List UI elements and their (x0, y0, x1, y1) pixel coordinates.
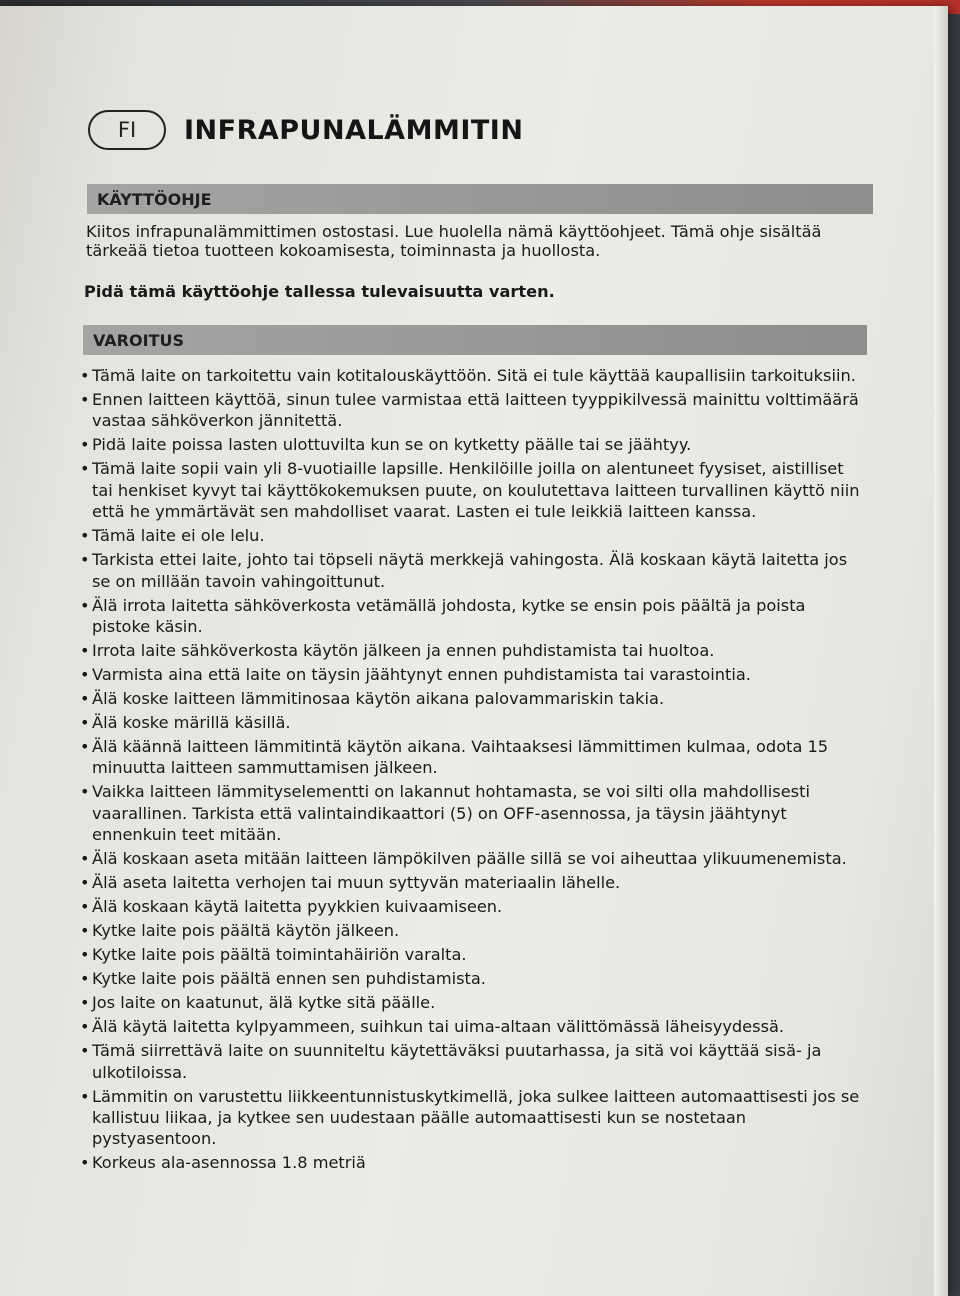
warning-item: • Kytke laite pois päältä ennen sen puhdistamista. (80, 968, 862, 989)
warning-item: • Pidä laite poissa lasten ulottuvilta kun se on kytketty päälle tai se jäähtyy. (80, 434, 862, 455)
warning-item: • Älä irrota laitetta sähköverkosta vetämällä johdosta, kytke se ensin pois päältä ja poista pistoke käsin. (80, 595, 862, 638)
warning-item: • Ennen laitteen käyttöä, sinun tulee varmistaa että laitteen tyyppikilvessä mainittu volttimäärä vastaa sähköverkon jännitettä. (80, 389, 862, 432)
intro-paragraph: Kiitos infrapunalämmittimen ostostasi. Lue huolella nämä käyttöohjeet. Tämä ohje sisältää tärkeää tietoa tuotteen kokoamisesta, toiminnasta ja huollosta. (86, 222, 822, 260)
warning-item: • Tämä laite ei ole lelu. (80, 525, 862, 546)
warning-item: • Kytke laite pois päältä toimintahäiriön varalta. (80, 944, 862, 965)
warning-item: • Varmista aina että laite on täysin jäähtynyt ennen puhdistamista tai varastointia. (80, 664, 862, 685)
warning-item: • Tämä siirrettävä laite on suunniteltu käytettäväksi puutarhassa, ja sitä voi käyttää sisä- ja ulkotiloissa. (80, 1040, 862, 1083)
warning-item: • Tämä laite on tarkoitettu vain kotitalouskäyttöön. Sitä ei tule käyttää kaupallisiin tarkoituksiin. (80, 365, 862, 386)
warning-item: • Tämä laite sopii vain yli 8-vuotiaille lapsille. Henkilöille joilla on alentuneet fyysiset, aistilliset tai henkiset kyvyt tai käyttökokemuksen puute, on koulutettava laitteen turvallinen käyttö niin että he ymmärtävät sen mahdolliset vaarat. Lasten ei tule leikkiä laitteen kanssa. (80, 458, 862, 522)
title-row (88, 106, 866, 154)
section-heading-warning: VAROITUS (83, 325, 867, 355)
warning-list (80, 365, 866, 1174)
manual-page (0, 6, 948, 1296)
warning-item: • Kytke laite pois päältä käytön jälkeen. (80, 920, 862, 941)
warning-item: • Älä aseta laitetta verhojen tai muun syttyvän materiaalin lähelle. (80, 872, 862, 893)
warning-item: • Älä koskaan aseta mitään laitteen lämpökilven päälle sillä se voi aiheuttaa ylikuumenemista. (80, 848, 862, 869)
warning-item: • Jos laite on kaatunut, älä kytke sitä päälle. (80, 992, 862, 1013)
warning-item: • Korkeus ala-asennossa 1.8 metriä (80, 1152, 862, 1173)
warning-item: • Tarkista ettei laite, johto tai töpseli näytä merkkejä vahingosta. Älä koskaan käytä laitetta jos se on millään tavoin vahingoittunut. (80, 549, 862, 592)
warning-item: • Älä koske märillä käsillä. (80, 712, 862, 733)
warning-item: • Irrota laite sähköverkosta käytön jälkeen ja ennen puhdistamista tai huoltoa. (80, 640, 862, 661)
warning-item: • Vaikka laitteen lämmityselementti on lakannut hohtamasta, se voi silti olla mahdollisesti vaarallinen. Tarkista että valintaindikaattori (5) on OFF-asennossa, ja täysin jäähtynyt ennenkuin teet mitään. (80, 781, 862, 845)
warning-item: • Älä käännä laitteen lämmitintä käytön aikana. Vaihtaaksesi lämmittimen kulmaa, odota 15 minuutta laitteen sammuttamisen jälkeen. (80, 736, 862, 779)
page-content (80, 106, 866, 1176)
warning-item: • Älä käytä laitetta kylpyammeen, suihkun tai uima-altaan välittömässä läheisyydessä. (80, 1016, 862, 1037)
page-title: INFRAPUNALÄMMITIN (184, 114, 524, 146)
warning-item: • Älä koske laitteen lämmitinosaa käytön aikana palovammariskin takia. (80, 688, 862, 709)
language-badge: FI (88, 110, 166, 150)
keep-manual-note: Pidä tämä käyttöohje tallessa tulevaisuutta varten. (84, 282, 555, 301)
warning-item: • Älä koskaan käytä laitetta pyykkien kuivaamiseen. (80, 896, 862, 917)
section-heading-instructions: KÄYTTÖOHJE (87, 184, 873, 214)
warning-item: • Lämmitin on varustettu liikkeentunnistuskytkimellä, joka sulkee laitteen automaattisesti jos se kallistuu liikaa, ja kytkee sen uudestaan päälle automaattisesti kun se nostetaan pystyasentoon. (80, 1086, 862, 1150)
page-edge (934, 6, 948, 1296)
